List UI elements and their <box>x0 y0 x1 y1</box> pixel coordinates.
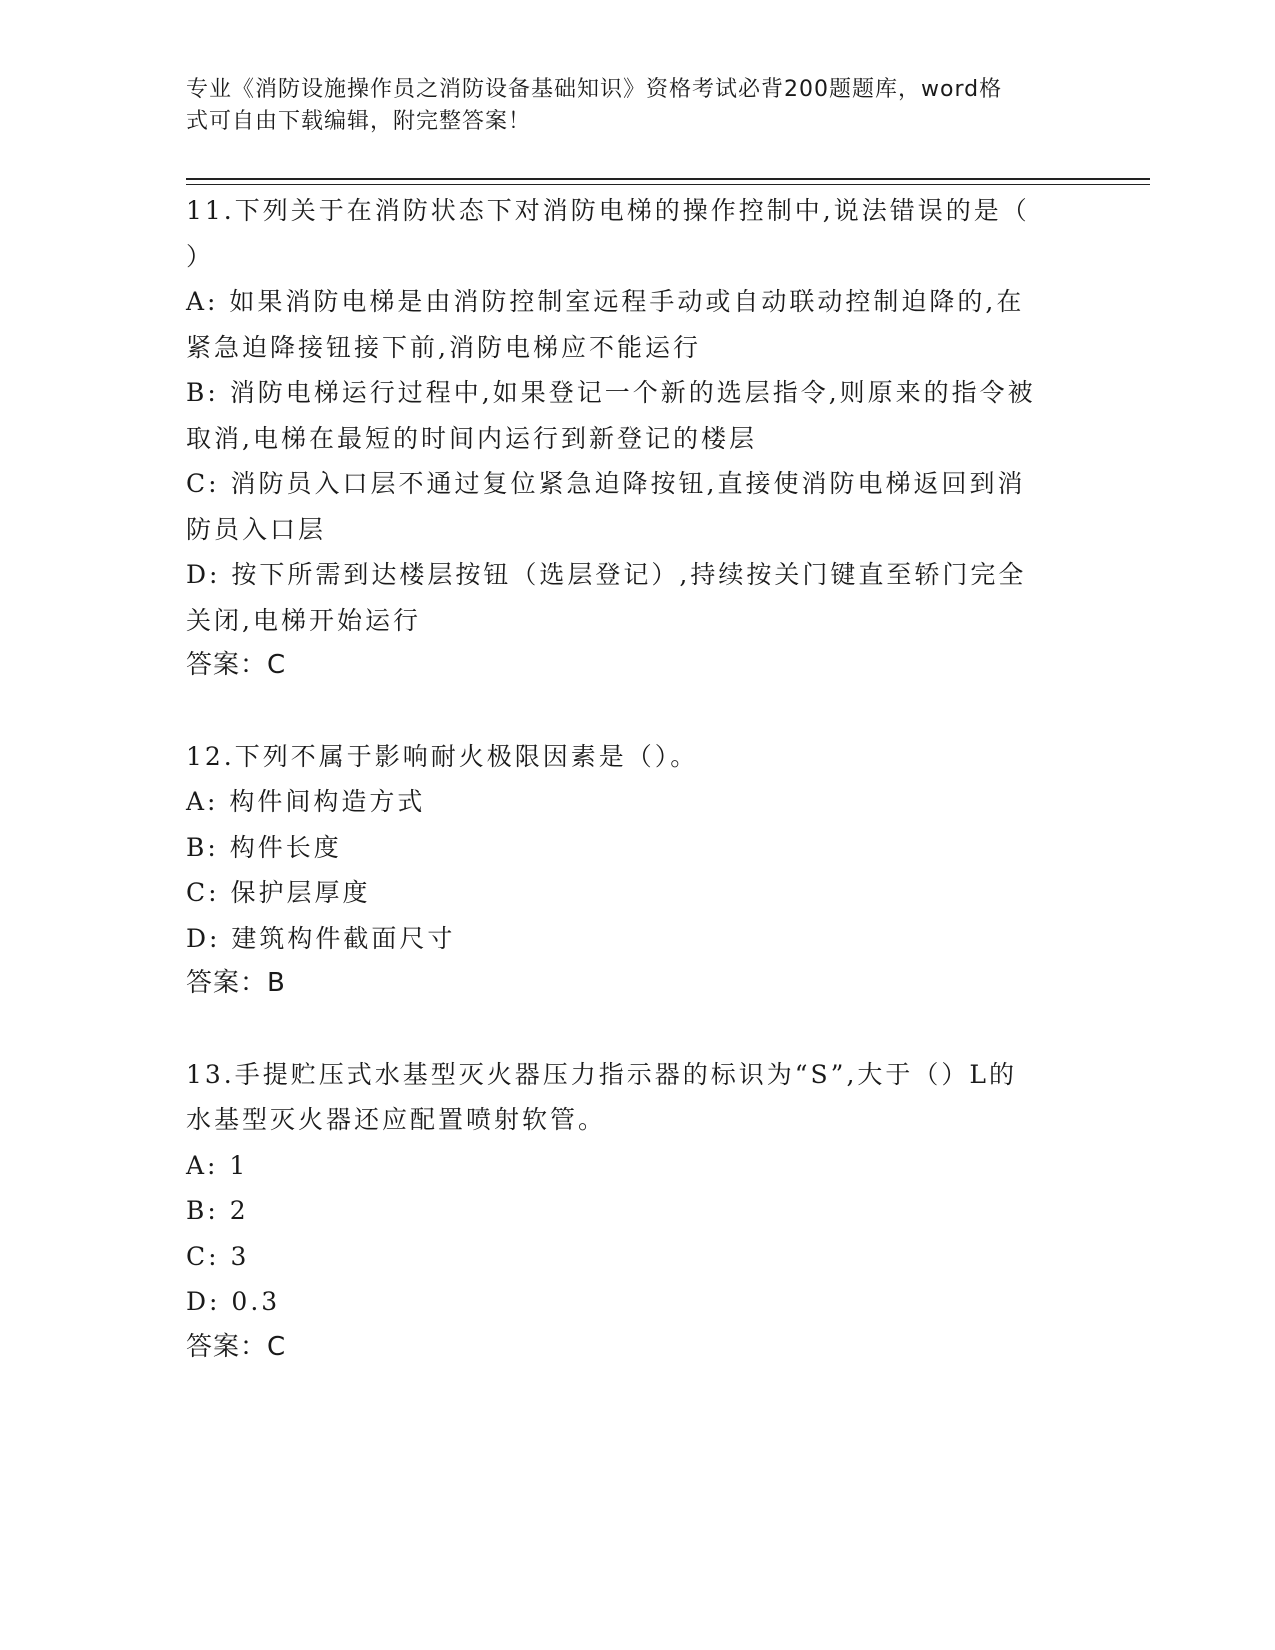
question-stem-line: ） <box>186 241 215 271</box>
question-stem-line: 水基型灭火器还应配置喷射软管。 <box>186 1105 607 1134</box>
option-d-line: D: 按下所需到达楼层按钮（选层登记）,持续按关门键直至轿门完全 <box>186 560 1027 589</box>
header-divider-thin <box>186 184 1150 185</box>
answer: 答案：B <box>186 968 286 998</box>
header-divider <box>186 178 1150 180</box>
option-a-line: 紧急迫降接钮接下前,消防电梯应不能运行 <box>186 332 701 362</box>
spacer <box>186 1007 1086 1052</box>
option-c-line: C: 保护层厚度 <box>186 878 371 907</box>
answer: 答案：C <box>186 1331 287 1362</box>
spacer <box>186 689 1086 734</box>
option-b-line: B: 消防电梯运行过程中,如果登记一个新的选层指令,则原来的指令被 <box>186 378 1036 407</box>
option-c-line: C: 3 <box>186 1241 250 1271</box>
option-c-line: 防员入口层 <box>186 514 327 544</box>
option-d-line: 关闭,电梯开始运行 <box>186 605 421 635</box>
option-a-line: A: 1 <box>186 1150 249 1180</box>
question-stem-line: 11.下列关于在消防状态下对消防电梯的操作控制中,说法错误的是（ <box>186 196 1030 225</box>
option-b-line: 取消,电梯在最短的时间内运行到新登记的楼层 <box>186 423 757 453</box>
question-stem-line: 13.手提贮压式水基型灭火器压力指示器的标识为“S”,大于（）L的 <box>186 1059 1017 1089</box>
option-b-line: B: 构件长度 <box>186 832 342 862</box>
document-header <box>186 74 1066 138</box>
question-stem-line: 12.下列不属于影响耐火极限因素是（）。 <box>186 741 699 771</box>
option-d-line: D: 0.3 <box>186 1287 281 1316</box>
option-a-line: A: 如果消防电梯是由消防控制室远程手动或自动联动控制迫降的,在 <box>186 287 1025 316</box>
option-d-line: D: 建筑构件截面尺寸 <box>186 923 456 953</box>
question-list <box>186 188 1086 1370</box>
question-12 <box>186 734 1086 1007</box>
header-line-2: 式可自由下载编辑，附完整答案！ <box>186 109 532 134</box>
question-13 <box>186 1052 1086 1371</box>
option-b-line: B: 2 <box>186 1196 249 1225</box>
question-11 <box>186 188 1086 689</box>
header-line-1: 专业《消防设施操作员之消防设备基础知识》资格考试必背200题题库，word格 <box>186 77 1003 102</box>
option-a-line: A: 构件间构造方式 <box>186 787 426 816</box>
option-c-line: C: 消防员入口层不通过复位紧急迫降按钮,直接使消防电梯返回到消 <box>186 469 1026 498</box>
answer: 答案：C <box>186 650 287 680</box>
